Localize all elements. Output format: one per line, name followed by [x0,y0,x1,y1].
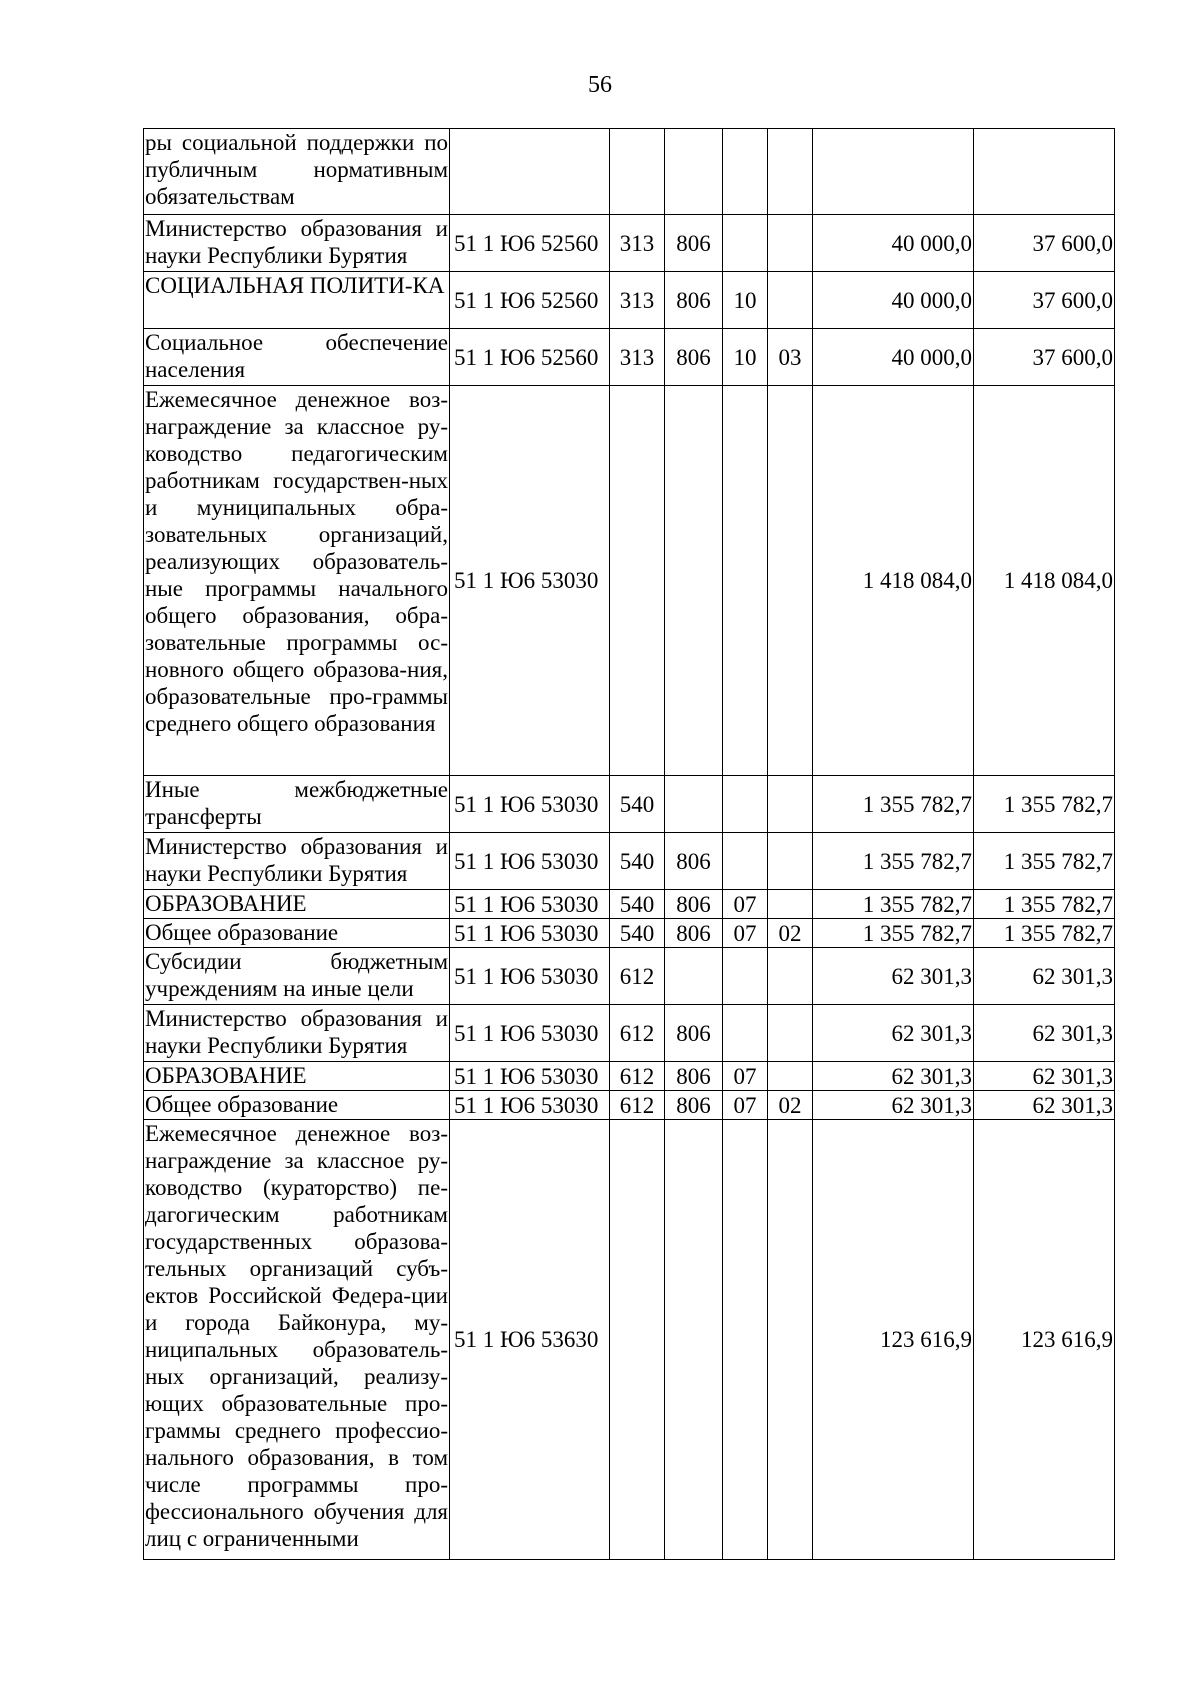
row-name: Министерство образования и науки Республики Бурятия [144,1005,450,1062]
row-amount-1: 1 355 782,7 [813,890,974,919]
row-target-code [450,129,610,215]
row-admin-code: 806 [665,890,723,919]
row-name: Социальное обеспечение населения [144,329,450,386]
row-section: 07 [723,1091,768,1120]
row-name: Ежемесячное денежное воз-награждение за классное ру-ководство (кураторство) пе-дагогическим работникам государственных образова-тельных организаций субъ-ектов Российской Федера-ции и города Байконура, му-ниципальных образователь-ных организаций, реализу-ющих образовательные про-граммы среднего профессио-нального образования, в том числе программы про-фессионального обучения для лиц с ограниченными [144,1120,450,1560]
row-expense-type: 313 [610,215,665,272]
row-target-code: 51 1 Ю6 52560 [450,329,610,386]
table-row [144,329,1115,386]
row-admin-code: 806 [665,272,723,329]
row-name: Общее образование [144,919,450,948]
row-amount-2: 1 355 782,7 [974,890,1115,919]
row-target-code: 51 1 Ю6 52560 [450,215,610,272]
row-expense-type: 612 [610,1091,665,1120]
row-admin-code: 806 [665,833,723,890]
row-target-code: 51 1 Ю6 53630 [450,1120,610,1560]
row-admin-code: 806 [665,1062,723,1091]
row-target-code: 51 1 Ю6 53030 [450,776,610,833]
row-section: 10 [723,272,768,329]
row-target-code: 51 1 Ю6 53030 [450,386,610,776]
row-amount-1: 1 355 782,7 [813,833,974,890]
row-section [723,833,768,890]
row-name: ОБРАЗОВАНИЕ [144,890,450,919]
row-name: Министерство образования и науки Республики Бурятия [144,833,450,890]
row-admin-code [665,386,723,776]
row-section: 07 [723,890,768,919]
row-name: Общее образование [144,1091,450,1120]
row-subsection [768,833,813,890]
row-target-code: 51 1 Ю6 53030 [450,948,610,1005]
row-subsection [768,1120,813,1560]
row-subsection [768,272,813,329]
row-expense-type: 612 [610,1005,665,1062]
row-expense-type: 540 [610,833,665,890]
row-amount-1: 1 355 782,7 [813,919,974,948]
row-section: 10 [723,329,768,386]
row-section [723,386,768,776]
row-subsection: 02 [768,1091,813,1120]
page-number: 56 [588,72,612,98]
row-target-code: 51 1 Ю6 53030 [450,1091,610,1120]
row-amount-2: 62 301,3 [974,1005,1115,1062]
row-subsection [768,948,813,1005]
row-amount-2: 123 616,9 [974,1120,1115,1560]
row-name: Субсидии бюджетным учреждениям на иные цели [144,948,450,1005]
row-subsection [768,215,813,272]
row-amount-2: 62 301,3 [974,1091,1115,1120]
table-row [144,386,1115,776]
row-section [723,215,768,272]
row-section [723,948,768,1005]
table-row [144,1091,1115,1120]
row-name: ры социальной поддержки по публичным нормативным обязательствам [144,129,450,215]
row-target-code: 51 1 Ю6 53030 [450,1005,610,1062]
row-admin-code [665,129,723,215]
row-section [723,1005,768,1062]
row-subsection [768,1005,813,1062]
row-admin-code [665,1120,723,1560]
row-admin-code: 806 [665,919,723,948]
row-amount-1: 40 000,0 [813,329,974,386]
row-amount-2: 1 355 782,7 [974,919,1115,948]
row-subsection [768,890,813,919]
row-expense-type: 612 [610,948,665,1005]
row-amount-1: 62 301,3 [813,1062,974,1091]
row-section: 07 [723,1062,768,1091]
table-row [144,215,1115,272]
row-amount-1: 62 301,3 [813,948,974,1005]
row-expense-type: 540 [610,919,665,948]
row-admin-code: 806 [665,329,723,386]
row-section [723,1120,768,1560]
row-amount-1: 123 616,9 [813,1120,974,1560]
row-name: Иные межбюджетные трансферты [144,776,450,833]
row-target-code: 51 1 Ю6 53030 [450,919,610,948]
table-row [144,948,1115,1005]
budget-table [143,128,1115,1560]
row-amount-1: 62 301,3 [813,1091,974,1120]
row-expense-type [610,386,665,776]
row-subsection [768,776,813,833]
row-section: 07 [723,919,768,948]
row-admin-code [665,948,723,1005]
row-target-code: 51 1 Ю6 53030 [450,1062,610,1091]
row-section [723,129,768,215]
row-admin-code: 806 [665,1005,723,1062]
row-amount-2: 37 600,0 [974,272,1115,329]
table-row [144,129,1115,215]
row-admin-code [665,776,723,833]
row-subsection: 03 [768,329,813,386]
row-amount-2: 62 301,3 [974,948,1115,1005]
table-row [144,833,1115,890]
row-amount-2: 1 418 084,0 [974,386,1115,776]
row-amount-1 [813,129,974,215]
row-subsection: 02 [768,919,813,948]
table-row [144,1005,1115,1062]
row-admin-code: 806 [665,215,723,272]
row-amount-1: 40 000,0 [813,215,974,272]
row-expense-type: 313 [610,329,665,386]
table-row [144,1062,1115,1091]
row-amount-2: 37 600,0 [974,215,1115,272]
table-row [144,890,1115,919]
row-expense-type [610,129,665,215]
row-subsection [768,386,813,776]
row-amount-2: 1 355 782,7 [974,833,1115,890]
row-target-code: 51 1 Ю6 53030 [450,833,610,890]
row-admin-code: 806 [665,1091,723,1120]
row-subsection [768,129,813,215]
row-name: ОБРАЗОВАНИЕ [144,1062,450,1091]
row-target-code: 51 1 Ю6 52560 [450,272,610,329]
row-amount-2 [974,129,1115,215]
row-amount-1: 1 418 084,0 [813,386,974,776]
row-amount-1: 40 000,0 [813,272,974,329]
row-expense-type: 540 [610,890,665,919]
row-section [723,776,768,833]
row-name: Министерство образования и науки Республики Бурятия [144,215,450,272]
row-target-code: 51 1 Ю6 53030 [450,890,610,919]
table-row [144,272,1115,329]
row-amount-1: 1 355 782,7 [813,776,974,833]
row-amount-2: 1 355 782,7 [974,776,1115,833]
table-row [144,776,1115,833]
table-row [144,919,1115,948]
table-row [144,1120,1115,1560]
row-amount-2: 62 301,3 [974,1062,1115,1091]
row-expense-type: 540 [610,776,665,833]
row-name: Ежемесячное денежное воз-награждение за классное ру-ководство педагогическим работникам государствен-ных и муниципальных обра-зовательных организаций, реализующих образователь-ные программы начального общего образования, обра-зовательные программы ос-новного общего образова-ния, образовательные про-граммы среднего общего образования [144,386,450,776]
row-subsection [768,1062,813,1091]
row-expense-type: 612 [610,1062,665,1091]
row-name: СОЦИАЛЬНАЯ ПОЛИТИ-КА [144,272,450,329]
row-amount-2: 37 600,0 [974,329,1115,386]
row-expense-type: 313 [610,272,665,329]
row-expense-type [610,1120,665,1560]
row-amount-1: 62 301,3 [813,1005,974,1062]
